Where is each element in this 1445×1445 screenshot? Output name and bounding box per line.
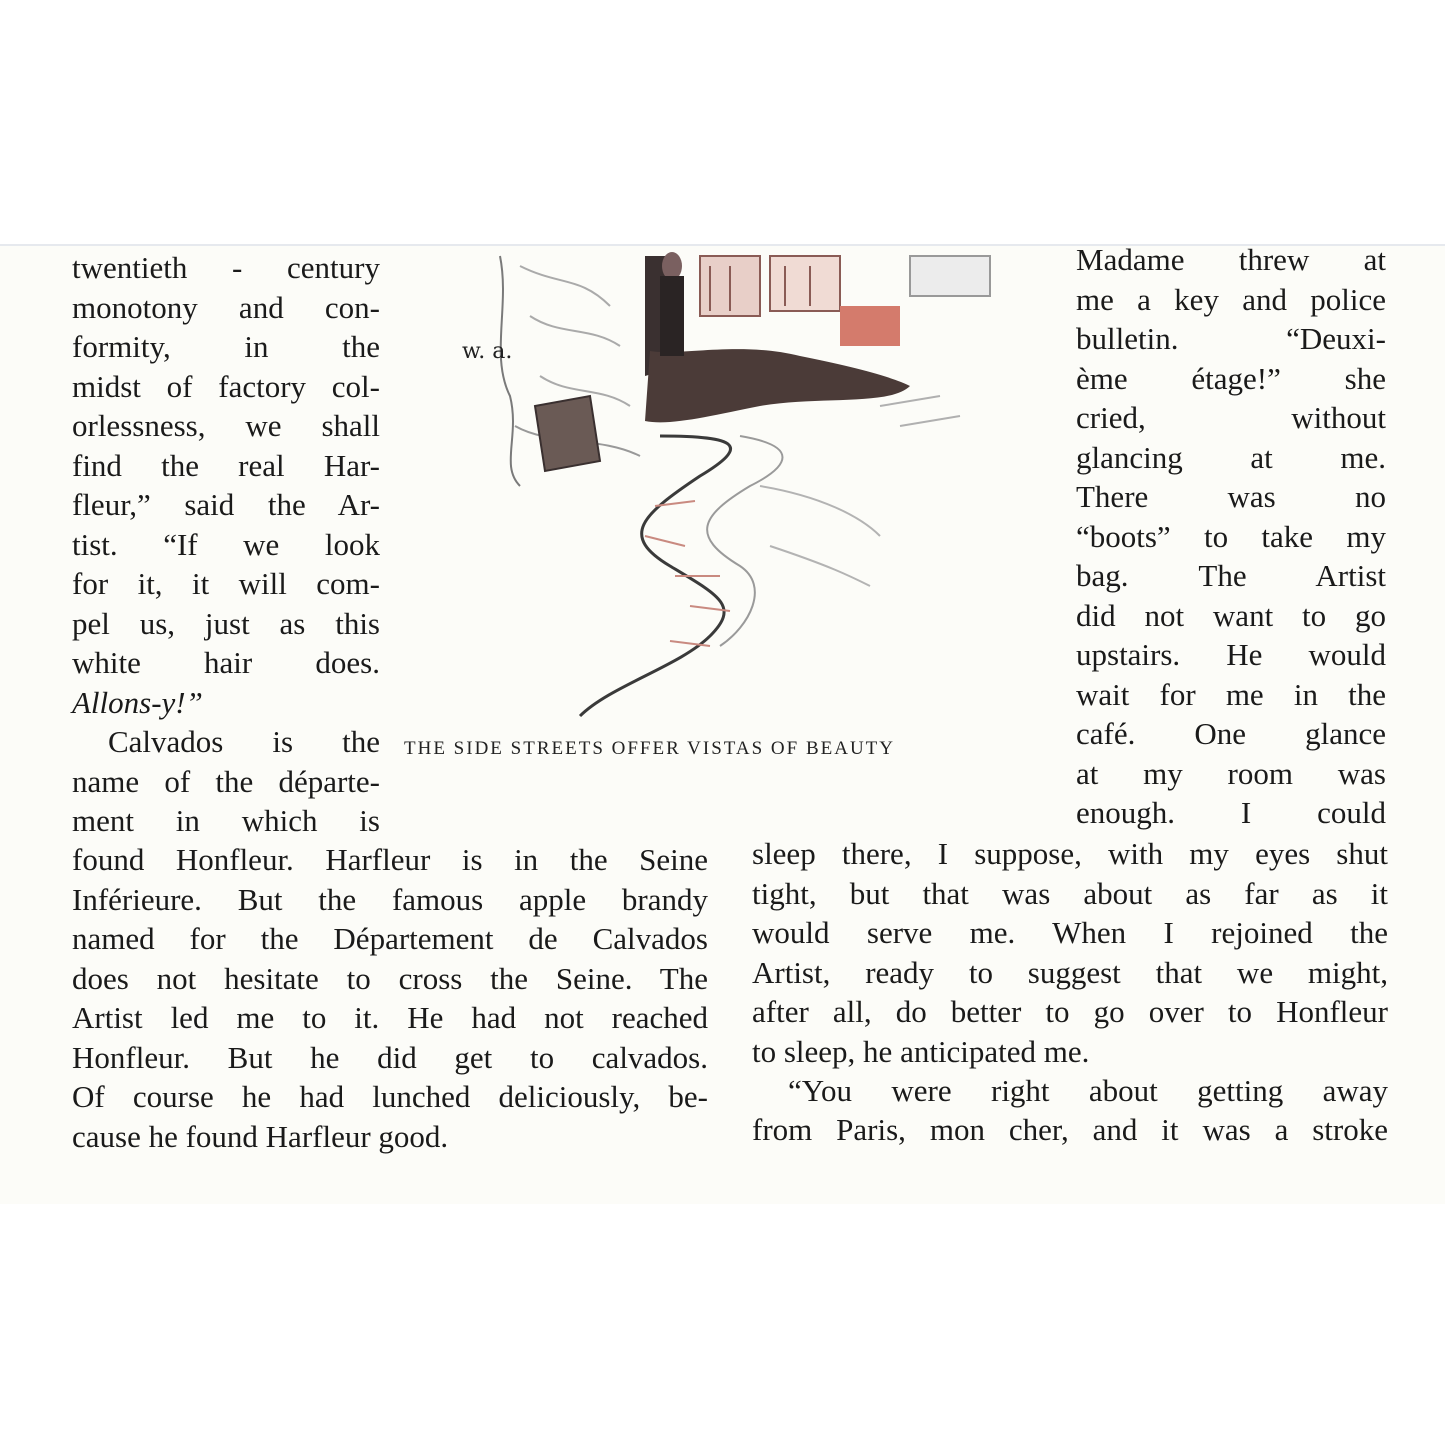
right-line-5: cried, without (1076, 400, 1386, 435)
left-line-10: pel us, just as this (72, 606, 380, 641)
right-line-3: bulletin. “Deuxi- (1076, 321, 1386, 356)
bottom-right-line-8: from Paris, mon cher, and it was a stroke (752, 1112, 1388, 1147)
bottom-right-line-3: would serve me. When I rejoined the (752, 915, 1388, 950)
left-line-2: monotony and con- (72, 290, 380, 325)
right-line-11: upstairs. He would (1076, 637, 1386, 672)
bottom-right-line-1: sleep there, I suppose, with my eyes shut (752, 836, 1388, 871)
bottom-left-line-2: Inférieure. But the famous apple brandy (72, 882, 708, 917)
right-line-8: “boots” to take my (1076, 519, 1386, 554)
left-line-5: orlessness, we shall (72, 408, 380, 443)
street-illustration (440, 246, 1000, 726)
bottom-left-line-4: does not hesitate to cross the Seine. The (72, 961, 708, 996)
right-line-6: glancing at me. (1076, 440, 1386, 475)
bottom-left-line-3: named for the Département de Calvados (72, 921, 708, 956)
bottom-left-line-8: cause he found Harfleur good. (72, 1119, 449, 1154)
bottom-right-line-4: Artist, ready to suggest that we might, (752, 955, 1388, 990)
bottom-right-line-6: to sleep, he anticipated me. (752, 1034, 1090, 1069)
scanned-page (0, 244, 1445, 1204)
right-line-13: café. One glance (1076, 716, 1386, 751)
right-line-15: enough. I could (1076, 795, 1386, 830)
left-line-4: midst of factory col- (72, 369, 380, 404)
bottom-right-line-2: tight, but that was about as far as it (752, 876, 1388, 911)
bottom-left-line-5: Artist led me to it. He had not reached (72, 1000, 708, 1035)
right-line-14: at my room was (1076, 756, 1386, 791)
right-line-10: did not want to go (1076, 598, 1386, 633)
bottom-right-line-7: “You were right about getting away (788, 1073, 1388, 1108)
bottom-left-line-6: Honfleur. But he did get to calvados. (72, 1040, 708, 1075)
left-line-14: name of the départe- (72, 764, 380, 799)
left-line-3: formity, in the (72, 329, 380, 364)
left-line-12: Allons-y!” (72, 685, 203, 720)
left-line-7: fleur,” said the Ar- (72, 487, 380, 522)
left-line-13: Calvados is the (108, 724, 380, 759)
bottom-left-line-7: Of course he had lunched deliciously, be- (72, 1079, 708, 1114)
left-line-15: ment in which is (72, 803, 380, 838)
right-line-9: bag. The Artist (1076, 558, 1386, 593)
right-line-4: ème étage!” she (1076, 361, 1386, 396)
right-line-7: There was no (1076, 479, 1386, 514)
left-line-6: find the real Har- (72, 448, 380, 483)
right-line-1: Madame threw at (1076, 244, 1386, 277)
left-line-1: twentieth - century (72, 250, 380, 285)
bottom-left-line-1: found Honfleur. Harfleur is in the Seine (72, 842, 708, 877)
illustration-caption: THE SIDE STREETS OFFER VISTAS OF BEAUTY (404, 738, 895, 759)
bottom-right-line-5: after all, do better to go over to Honfleur (752, 994, 1388, 1029)
right-line-12: wait for me in the (1076, 677, 1386, 712)
artist-signature: w. a. (462, 339, 513, 364)
left-line-8: tist. “If we look (72, 527, 380, 562)
left-line-11: white hair does. (72, 645, 380, 680)
right-line-2: me a key and police (1076, 282, 1386, 317)
left-line-9: for it, it will com- (72, 566, 380, 601)
